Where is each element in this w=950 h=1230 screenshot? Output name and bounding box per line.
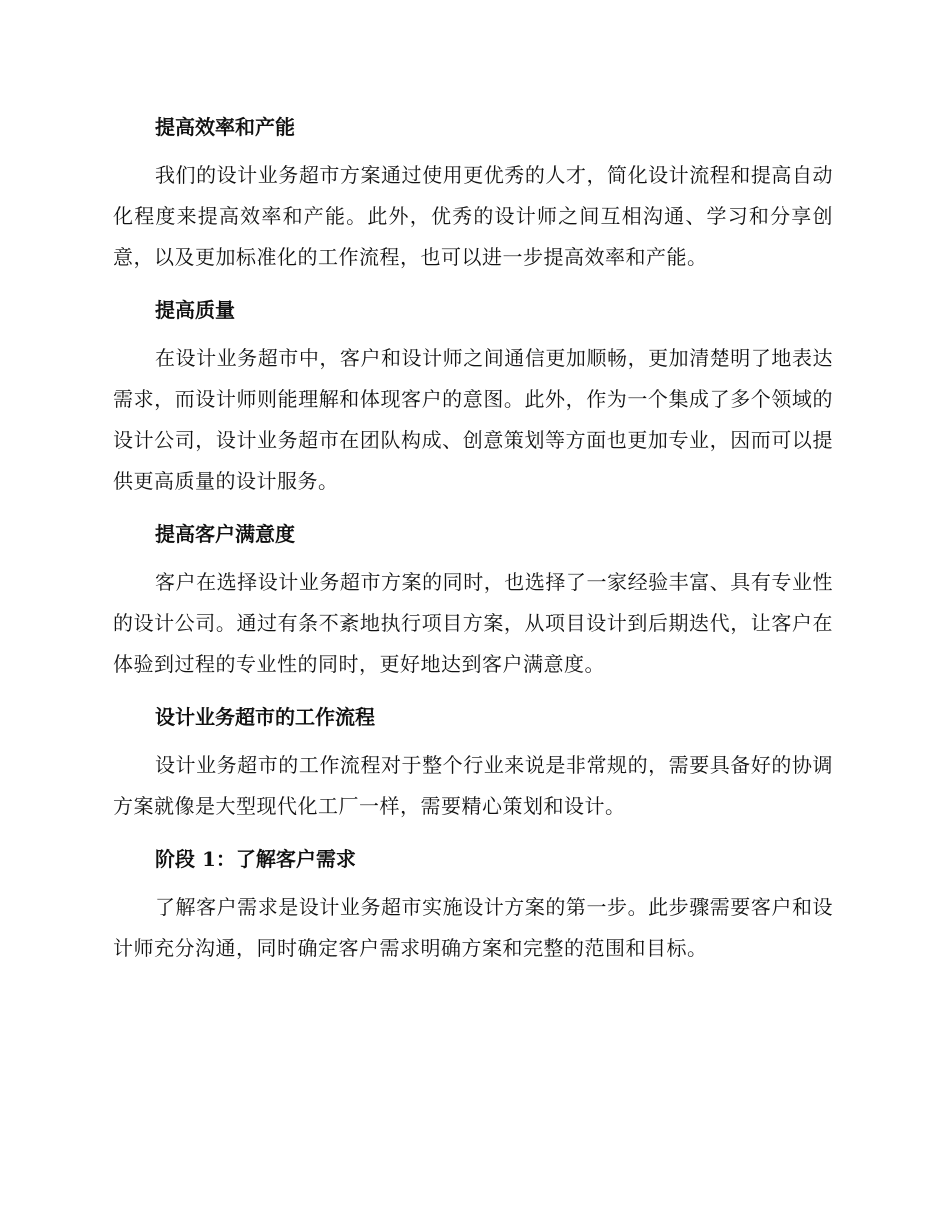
section-body-quality: 在设计业务超市中，客户和设计师之间通信更加顺畅，更加清楚明了地表达需求，而设计师则能理解和体现客户的意图。此外，作为一个集成了多个领域的设计公司，设计业务超市在团队构成、创意策划等方面也更加专业，因而可以提供更高质量的设计服务。 [113,346,833,493]
section-heading-efficiency: 提高效率和产能 [155,115,295,139]
document-content [113,107,833,981]
section-heading-quality: 提高质量 [155,298,235,322]
section-heading-stage-1: 阶段 1：了解客户需求 [155,847,356,871]
section-body-efficiency: 我们的设计业务超市方案通过使用更优秀的人才，简化设计流程和提高自动化程度来提高效率和产能。此外，优秀的设计师之间互相沟通、学习和分享创意，以及更加标准化的工作流程，也可以进一步提高效率和产能。 [113,163,833,269]
section-body-workflow: 设计业务超市的工作流程对于整个行业来说是非常规的，需要具备好的协调方案就像是大型现代化工厂一样，需要精心策划和设计。 [113,753,833,818]
section-body-stage-1: 了解客户需求是设计业务超市实施设计方案的第一步。此步骤需要客户和设计师充分沟通，同时确定客户需求明确方案和完整的范围和目标。 [113,895,833,960]
section-heading-satisfaction: 提高客户满意度 [155,522,295,546]
section-heading-workflow: 设计业务超市的工作流程 [155,705,375,729]
section-body-satisfaction: 客户在选择设计业务超市方案的同时，也选择了一家经验丰富、具有专业性的设计公司。通过有条不紊地执行项目方案，从项目设计到后期迭代，让客户在体验到过程的专业性的同时，更好地达到客户满意度。 [113,570,833,676]
